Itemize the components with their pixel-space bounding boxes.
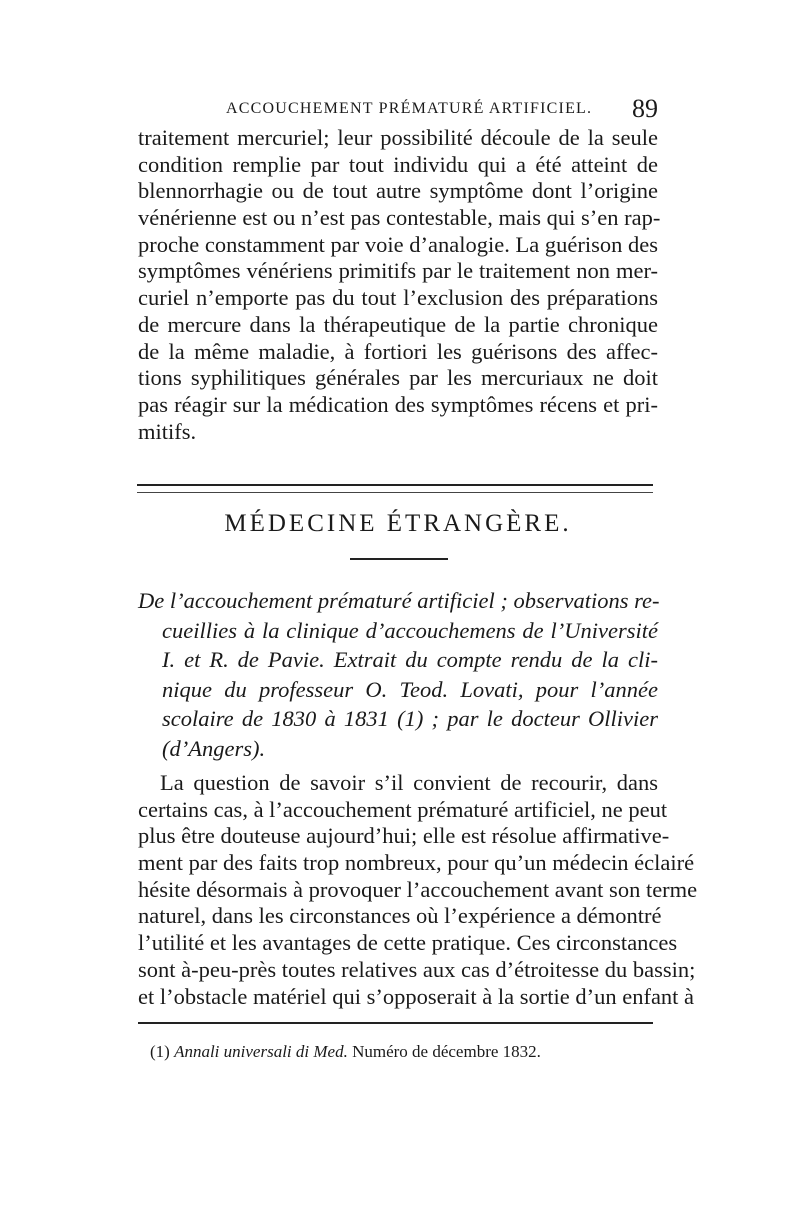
heading-line: nique du professeur O. Teod. Lovati, pour l’année — [162, 676, 658, 702]
heading-line: De l’accouchement prématuré artificiel ; observations re- — [138, 588, 660, 613]
section-title: MÉDECINE ÉTRANGÈRE. — [224, 510, 572, 537]
text-line: l’utilité et les avantages de cette pratique. Ces circonstances — [138, 930, 678, 956]
text-line: naturel, dans les circonstances où l’expérience a démontré — [138, 903, 662, 929]
heading-line: scolaire de 1830 à 1831 (1) ; par le docteur Ollivier — [162, 706, 658, 731]
text-line: et l’obstacle matériel qui s’opposerait à la sortie d’un enfant à — [138, 983, 695, 1009]
title-underline — [350, 558, 448, 560]
footnote-marker: (1) — [150, 1042, 170, 1061]
text-line: hésite désormais à provoquer l’accouchement avant son terme — [138, 876, 698, 902]
text-line: La question de savoir s’il convient de recourir, dans — [160, 770, 658, 795]
page-number: 89 — [632, 94, 658, 123]
text-line: ment par des faits trop nombreux, pour qu’un médecin éclairé — [138, 850, 695, 876]
heading-line: cueillies à la clinique d’accouchemens de l’Université — [162, 617, 658, 643]
text-line: certains cas, à l’accouchement prématuré artificiel, ne peut — [138, 796, 668, 822]
text-line: curiel n’emporte pas du tout l’exclusion des préparations — [138, 285, 658, 311]
article-heading — [138, 586, 658, 763]
text-line: traitement mercuriel; leur possibilité découle de la seule — [138, 125, 658, 150]
heading-line: (d’Angers). — [162, 735, 266, 761]
text-line: sont à-peu-près toutes relatives aux cas d’étroitesse du bassin; — [138, 956, 696, 982]
text-line: proche constamment par voie d’analogie. La guérison des — [138, 231, 658, 257]
text-line: plus être douteuse aujourd’hui; elle est résolue affirmative- — [138, 823, 670, 849]
text-line: symptômes vénériens primitifs par le traitement non mer- — [138, 258, 658, 284]
footnote — [150, 1042, 541, 1062]
text-line: de mercure dans la thérapeutique de la partie chronique — [138, 311, 658, 337]
text-line: pas réagir sur la médication des symptômes récens et pri- — [138, 391, 658, 417]
text-line: vénérienne est ou n’est pas contestable, mais qui s’en rap- — [138, 205, 661, 231]
text-line: condition remplie par tout individu qui a été atteint de — [138, 151, 658, 177]
running-head — [138, 94, 658, 124]
heading-line: I. et R. de Pavie. Extrait du compte rendu de la cli- — [162, 647, 658, 672]
footnote-detail: Numéro de décembre 1832. — [352, 1042, 541, 1061]
text-line: de la même maladie, à fortiori les guérisons des affec- — [138, 338, 658, 364]
footnote-rule — [138, 1022, 653, 1024]
top-paragraph — [138, 125, 661, 445]
text-line: mitifs. — [138, 418, 197, 444]
text-line: tions syphilitiques générales par les mercuriaux ne doit — [138, 365, 658, 391]
body-paragraph — [138, 770, 698, 1010]
footnote-source: Annali universali di Med. — [174, 1042, 348, 1061]
section-divider — [137, 484, 653, 493]
text-line: blennorrhagie ou de tout autre symptôme dont l’origine — [138, 178, 658, 204]
running-title: ACCOUCHEMENT PRÉMATURÉ ARTIFICIEL. — [226, 100, 593, 117]
